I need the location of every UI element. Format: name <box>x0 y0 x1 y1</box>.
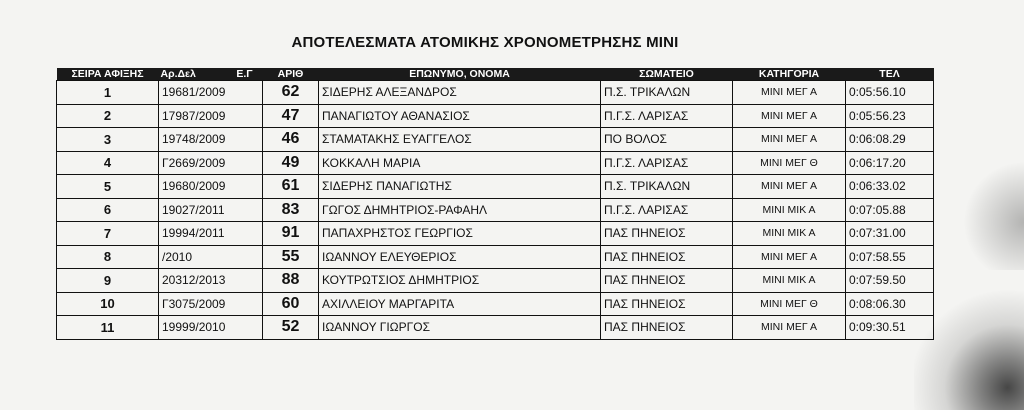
cell-time: 0:09:30.51 <box>846 316 934 340</box>
cell-category: ΜΙΝΙ ΜΕΓ Α <box>733 104 846 128</box>
cell-position: 10 <box>57 292 159 316</box>
cell-bib: 88 <box>263 269 319 293</box>
cell-name: ΣΙΔΕΡΗΣ ΠΑΝΑΓΙΩΤΗΣ <box>319 175 601 199</box>
cell-license: 19681/2009 <box>159 81 263 105</box>
cell-time: 0:06:17.20 <box>846 151 934 175</box>
cell-position: 2 <box>57 104 159 128</box>
cell-license: 19748/2009 <box>159 128 263 152</box>
cell-time: 0:07:31.00 <box>846 222 934 246</box>
cell-license: Γ2669/2009 <box>159 151 263 175</box>
cell-club: ΠΟ ΒΟΛΟΣ <box>601 128 733 152</box>
page-title: ΑΠΟΤΕΛΕΣΜΑΤΑ ΑΤΟΜΙΚΗΣ ΧΡΟΝΟΜΕΤΡΗΣΗΣ ΜΙΝΙ <box>291 34 679 51</box>
cell-category: ΜΙΝΙ ΜΙΚ Α <box>733 198 846 222</box>
cell-license: 20312/2013 <box>159 269 263 293</box>
cell-club: Π.Σ. ΤΡΙΚΑΛΩΝ <box>601 81 733 105</box>
cell-license: Γ3075/2009 <box>159 292 263 316</box>
cell-bib: 46 <box>263 128 319 152</box>
table-row <box>57 81 934 105</box>
table-row <box>57 316 934 340</box>
cell-name: ΚΟΥΤΡΩΤΣΙΟΣ ΔΗΜΗΤΡΙΟΣ <box>319 269 601 293</box>
cell-category: ΜΙΝΙ ΜΕΓ Θ <box>733 292 846 316</box>
cell-bib: 83 <box>263 198 319 222</box>
cell-position: 7 <box>57 222 159 246</box>
cell-bib: 91 <box>263 222 319 246</box>
col-header-bib: ΑΡΙΘ <box>263 68 319 81</box>
table-row <box>57 292 934 316</box>
cell-category: ΜΙΝΙ ΜΕΓ Α <box>733 175 846 199</box>
cell-club: ΠΑΣ ΠΗΝΕΙΟΣ <box>601 269 733 293</box>
col-header-license: Αρ.Δελ <box>159 68 227 81</box>
table-header <box>57 68 934 81</box>
cell-time: 0:05:56.23 <box>846 104 934 128</box>
cell-position: 1 <box>57 81 159 105</box>
table-row <box>57 269 934 293</box>
cell-license: 19994/2011 <box>159 222 263 246</box>
cell-name: ΚΟΚΚΑΛΗ ΜΑΡΙΑ <box>319 151 601 175</box>
cell-license: 19680/2009 <box>159 175 263 199</box>
col-header-eg: Ε.Γ <box>227 68 263 81</box>
cell-name: ΣΤΑΜΑΤΑΚΗΣ ΕΥΑΓΓΕΛΟΣ <box>319 128 601 152</box>
cell-club: ΠΑΣ ΠΗΝΕΙΟΣ <box>601 245 733 269</box>
col-header-position: ΣΕΙΡΑ ΑΦΙΞΗΣ <box>57 68 159 81</box>
cell-name: ΣΙΔΕΡΗΣ ΑΛΕΞΑΝΔΡΟΣ <box>319 81 601 105</box>
cell-bib: 62 <box>263 81 319 105</box>
cell-bib: 52 <box>263 316 319 340</box>
table-row <box>57 198 934 222</box>
cell-license: /2010 <box>159 245 263 269</box>
table-row <box>57 222 934 246</box>
results-body <box>57 81 934 340</box>
cell-bib: 47 <box>263 104 319 128</box>
scan-shadow <box>954 150 1024 270</box>
table-row <box>57 128 934 152</box>
cell-club: ΠΑΣ ΠΗΝΕΙΟΣ <box>601 292 733 316</box>
cell-license: 17987/2009 <box>159 104 263 128</box>
cell-time: 0:07:58.55 <box>846 245 934 269</box>
cell-category: ΜΙΝΙ ΜΕΓ Α <box>733 316 846 340</box>
cell-category: ΜΙΝΙ ΜΕΓ Α <box>733 81 846 105</box>
cell-time: 0:07:59.50 <box>846 269 934 293</box>
cell-position: 4 <box>57 151 159 175</box>
cell-category: ΜΙΝΙ ΜΙΚ Α <box>733 222 846 246</box>
cell-club: Π.Γ.Σ. ΛΑΡΙΣΑΣ <box>601 104 733 128</box>
cell-club: ΠΑΣ ΠΗΝΕΙΟΣ <box>601 222 733 246</box>
cell-bib: 49 <box>263 151 319 175</box>
cell-license: 19999/2010 <box>159 316 263 340</box>
cell-name: ΠΑΠΑΧΡΗΣΤΟΣ ΓΕΩΡΓΙΟΣ <box>319 222 601 246</box>
cell-time: 0:07:05.88 <box>846 198 934 222</box>
col-header-name: ΕΠΩΝΥΜΟ, ΟΝΟΜΑ <box>319 68 601 81</box>
table-row <box>57 245 934 269</box>
cell-name: ΙΩΑΝΝΟΥ ΓΙΩΡΓΟΣ <box>319 316 601 340</box>
cell-position: 6 <box>57 198 159 222</box>
cell-time: 0:05:56.10 <box>846 81 934 105</box>
cell-category: ΜΙΝΙ ΜΕΓ Θ <box>733 151 846 175</box>
cell-position: 5 <box>57 175 159 199</box>
cell-category: ΜΙΝΙ ΜΕΓ Α <box>733 128 846 152</box>
cell-category: ΜΙΝΙ ΜΙΚ Α <box>733 269 846 293</box>
cell-club: Π.Σ. ΤΡΙΚΑΛΩΝ <box>601 175 733 199</box>
col-header-club: ΣΩΜΑΤΕΙΟ <box>601 68 733 81</box>
cell-name: ΙΩΑΝΝΟΥ ΕΛΕΥΘΕΡΙΟΣ <box>319 245 601 269</box>
table-row <box>57 151 934 175</box>
cell-position: 3 <box>57 128 159 152</box>
table-row <box>57 175 934 199</box>
cell-name: ΓΩΓΟΣ ΔΗΜΗΤΡΙΟΣ-ΡΑΦΑΗΛ <box>319 198 601 222</box>
cell-bib: 60 <box>263 292 319 316</box>
cell-bib: 55 <box>263 245 319 269</box>
cell-position: 8 <box>57 245 159 269</box>
cell-club: Π.Γ.Σ. ΛΑΡΙΣΑΣ <box>601 151 733 175</box>
cell-club: Π.Γ.Σ. ΛΑΡΙΣΑΣ <box>601 198 733 222</box>
col-header-category: ΚΑΤΗΓΟΡΙΑ <box>733 68 846 81</box>
cell-time: 0:08:06.30 <box>846 292 934 316</box>
cell-license: 19027/2011 <box>159 198 263 222</box>
cell-club: ΠΑΣ ΠΗΝΕΙΟΣ <box>601 316 733 340</box>
table-row <box>57 104 934 128</box>
col-header-time: ΤΕΛ <box>846 68 934 81</box>
cell-bib: 61 <box>263 175 319 199</box>
cell-time: 0:06:33.02 <box>846 175 934 199</box>
cell-category: ΜΙΝΙ ΜΕΓ Α <box>733 245 846 269</box>
cell-name: ΑΧΙΛΛΕΙΟΥ ΜΑΡΓΑΡΙΤΑ <box>319 292 601 316</box>
cell-position: 11 <box>57 316 159 340</box>
cell-name: ΠΑΝΑΓΙΩΤΟΥ ΑΘΑΝΑΣΙΟΣ <box>319 104 601 128</box>
results-table <box>56 68 934 340</box>
cell-time: 0:06:08.29 <box>846 128 934 152</box>
cell-position: 9 <box>57 269 159 293</box>
